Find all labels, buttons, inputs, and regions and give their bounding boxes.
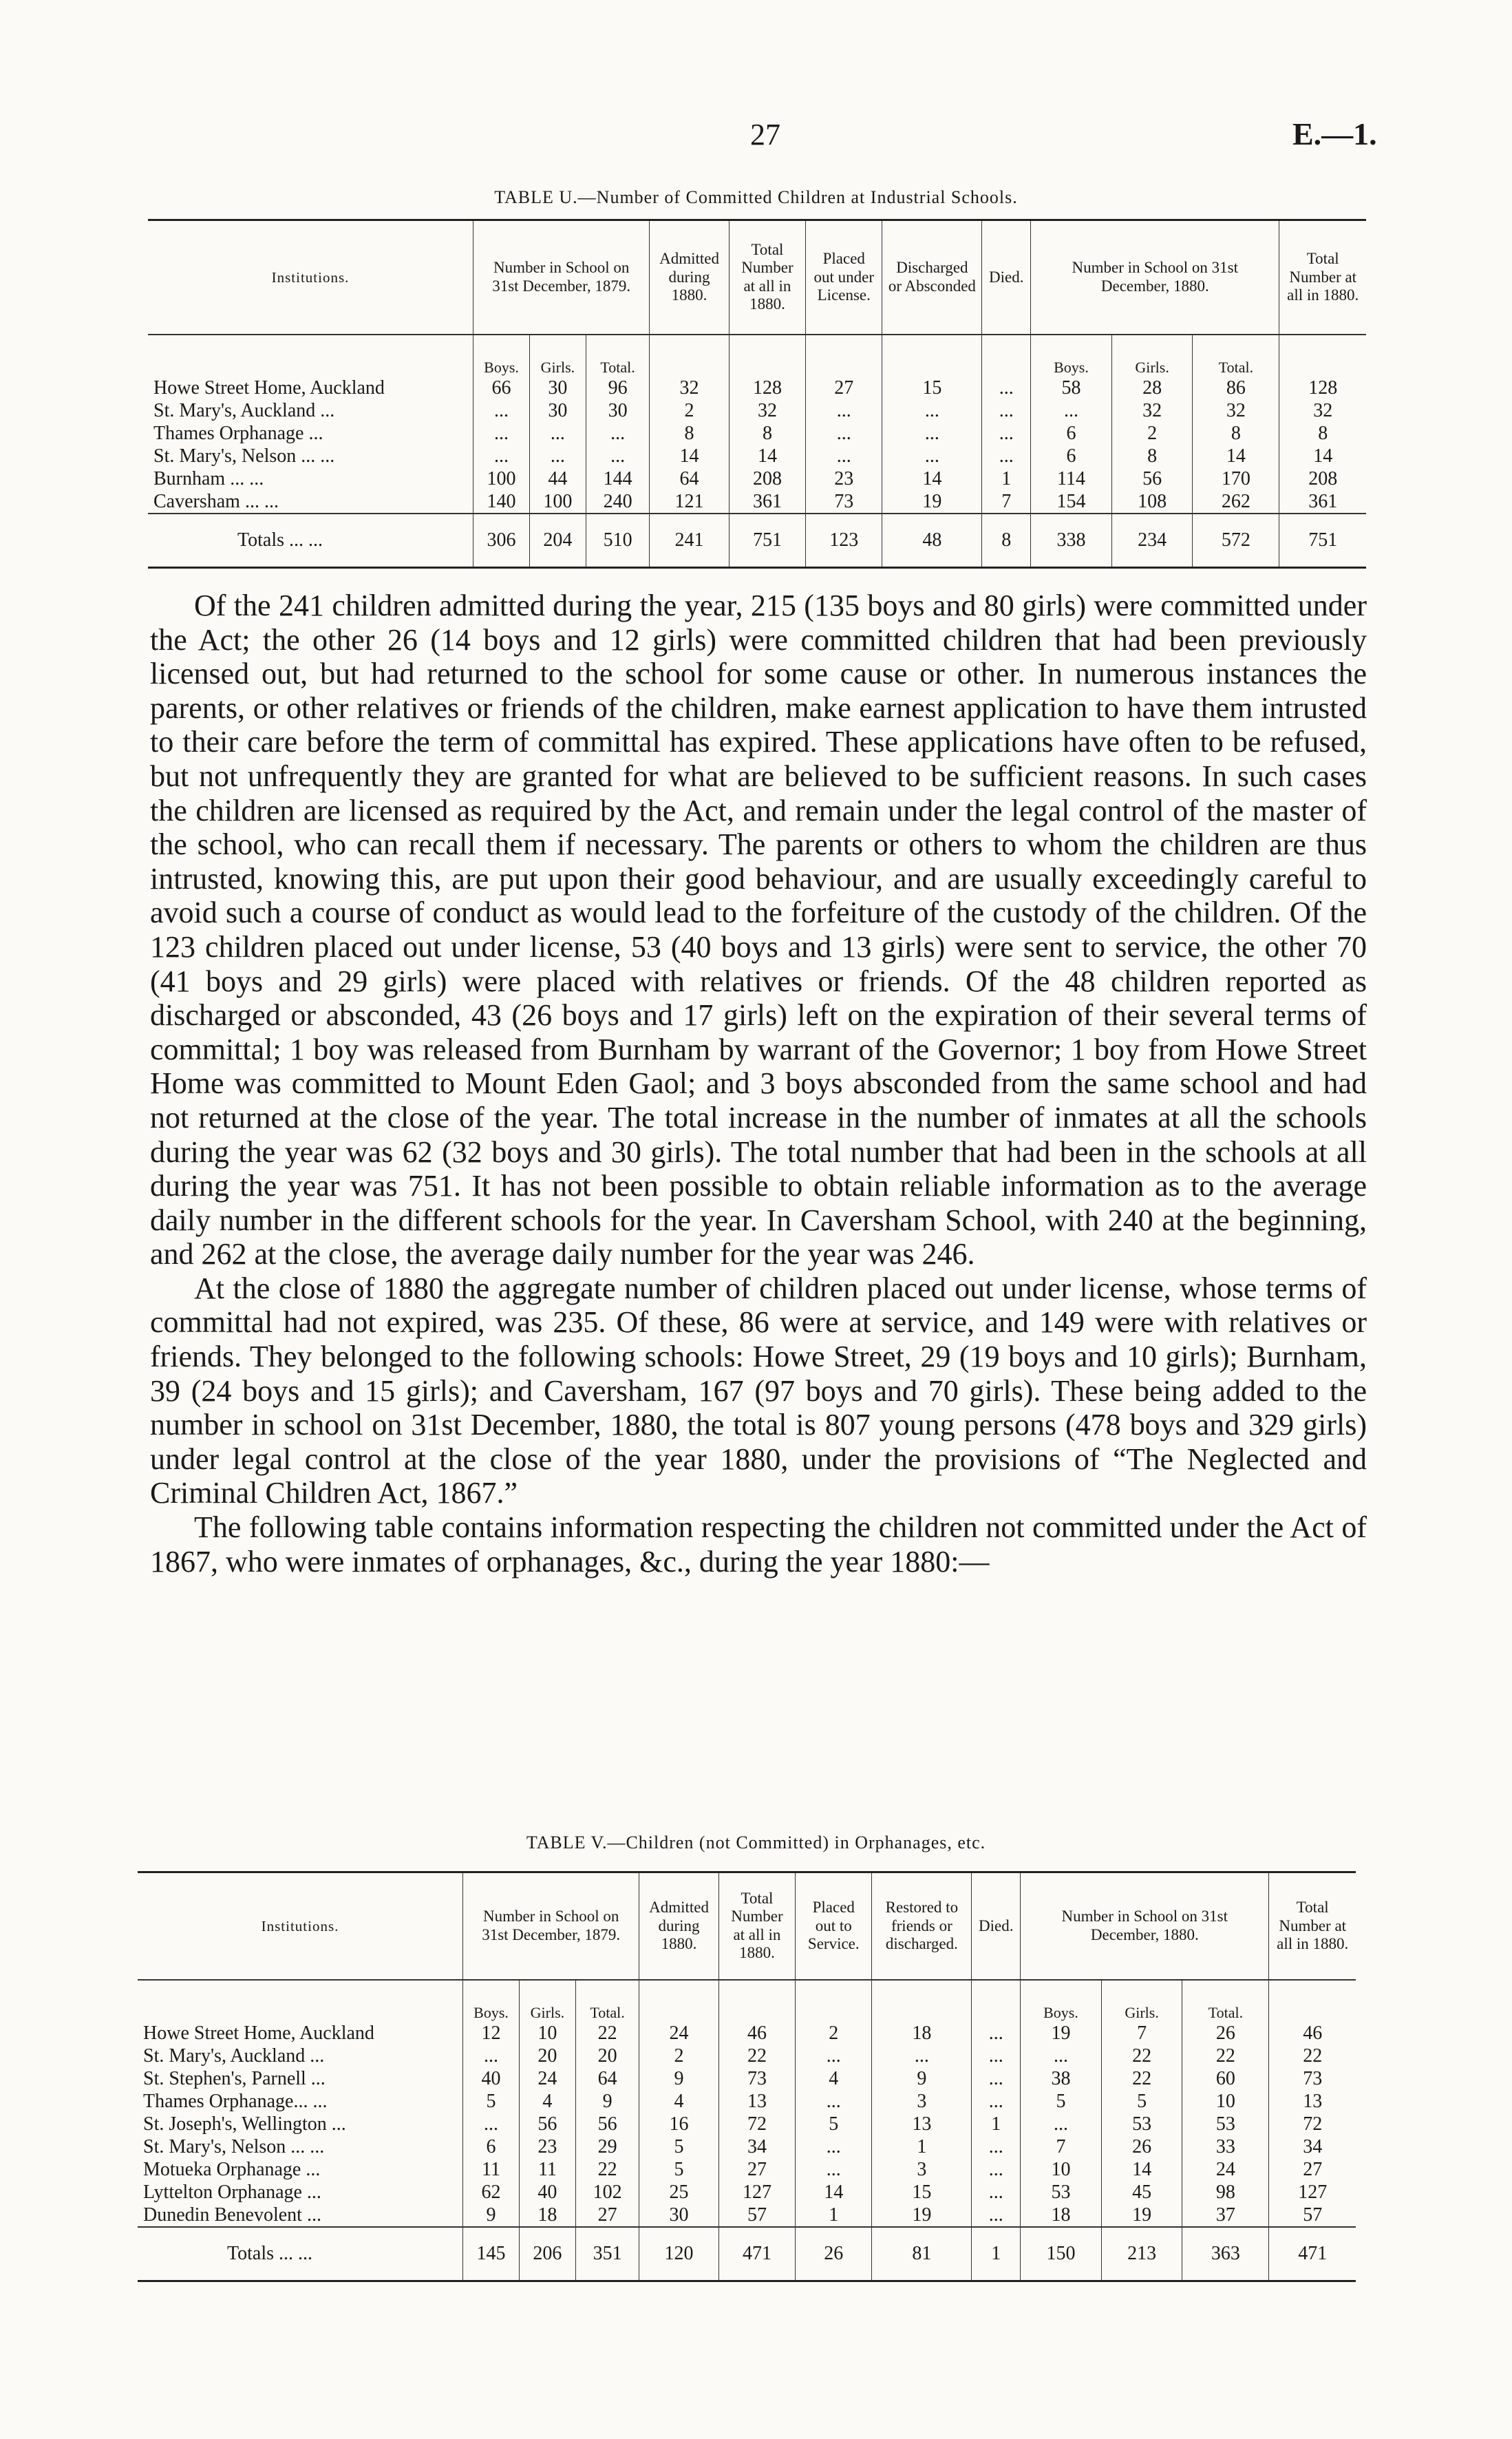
sub-boys: Boys. xyxy=(1031,335,1112,377)
total-cell: 26 xyxy=(796,2227,872,2281)
table-cell: 10 xyxy=(519,2022,575,2045)
table-cell: 19 xyxy=(1101,2204,1182,2227)
paragraph: At the close of 1880 the aggregate number of children placed out under license, whose terms of committal had not expired, was 235. Of these, 86 were at service, and 149 were with relatives or friends. They belonged to the following schools: Howe Street, 29 (19 boys and 10 girls); Burnham, 39 (24 boys and 15 girls); and Caversham, 167 (97 boys and 70 girls). These being added to the number in school on 31st December, 1880, the total is 807 young persons (478 boys and 329 girls) under legal control at the close of the year 1880, under the provisions of “The Neglected and Criminal Children Act, 1867.” xyxy=(150,1271,1367,1510)
total-cell: 751 xyxy=(1279,514,1366,568)
table-cell: 32 xyxy=(1111,399,1193,422)
table-cell: 6 xyxy=(463,2135,520,2158)
table-cell: 14 xyxy=(1101,2158,1182,2181)
series-code: E.—1. xyxy=(1292,116,1377,151)
table-cell: 1 xyxy=(796,2204,872,2227)
table-cell: 53 xyxy=(1021,2181,1102,2204)
table-cell: 18 xyxy=(1021,2204,1102,2227)
table-cell: 30 xyxy=(529,377,586,399)
totals-label: Totals ... ... xyxy=(138,2227,463,2281)
table-cell: 3 xyxy=(872,2090,972,2113)
table-cell: ... xyxy=(796,2158,872,2181)
col-num-1879: Number in School on 31st December, 1879. xyxy=(473,220,650,335)
table-cell: ... xyxy=(796,2090,872,2113)
table-cell: ... xyxy=(473,399,530,422)
table-cell: 24 xyxy=(1182,2158,1269,2181)
table-cell: 24 xyxy=(639,2022,719,2045)
body-text xyxy=(150,589,1367,1579)
table-row xyxy=(138,2204,1356,2227)
table-cell: 14 xyxy=(729,445,805,467)
table-cell: ... xyxy=(529,422,586,445)
table-cell: 66 xyxy=(473,377,530,399)
table-cell: ... xyxy=(1031,399,1112,422)
institution-name: St. Joseph's, Wellington ... xyxy=(143,2113,346,2135)
col-admitted: Admitted during 1880. xyxy=(639,1872,719,1980)
table-cell: 73 xyxy=(718,2067,795,2090)
table-cell: 96 xyxy=(586,377,649,399)
sub-total: Total. xyxy=(1182,1980,1269,2022)
table-cell: 262 xyxy=(1193,490,1279,514)
table-cell: 6 xyxy=(1031,445,1112,467)
institution-name: St. Mary's, Nelson ... ... xyxy=(143,2135,325,2157)
table-row xyxy=(138,2090,1356,2113)
table-cell: ... xyxy=(463,2113,520,2135)
col-died: Died. xyxy=(982,220,1031,335)
total-cell: 351 xyxy=(575,2227,639,2281)
table-cell: 108 xyxy=(1111,490,1193,514)
table-cell: 11 xyxy=(519,2158,575,2181)
table-cell: 53 xyxy=(1182,2113,1269,2135)
total-cell: 471 xyxy=(718,2227,795,2281)
table-cell: 22 xyxy=(1101,2067,1182,2090)
table-cell: 53 xyxy=(1101,2113,1182,2135)
table-cell: 98 xyxy=(1182,2181,1269,2204)
table-cell: 1 xyxy=(872,2135,972,2158)
table-cell: 40 xyxy=(519,2181,575,2204)
table-cell: 25 xyxy=(639,2181,719,2204)
institution-name: Dunedin Benevolent ... xyxy=(143,2204,321,2226)
table-cell: 5 xyxy=(639,2158,719,2181)
table-cell: 170 xyxy=(1193,467,1279,490)
table-cell: 2 xyxy=(796,2022,872,2045)
page-number: 27 xyxy=(750,118,780,151)
table-cell: 361 xyxy=(729,490,805,514)
table-cell: ... xyxy=(972,2135,1021,2158)
table-cell: 32 xyxy=(1193,399,1279,422)
total-cell: 120 xyxy=(639,2227,719,2281)
total-cell: 8 xyxy=(982,514,1031,568)
table-row xyxy=(148,399,1366,422)
table-cell: 144 xyxy=(586,467,649,490)
table-cell: 27 xyxy=(806,377,882,399)
table-cell: ... xyxy=(882,399,982,422)
table-row xyxy=(138,2113,1356,2135)
total-cell: 150 xyxy=(1021,2227,1102,2281)
table-row xyxy=(138,2022,1356,2045)
table-cell: 73 xyxy=(1269,2067,1356,2090)
table-cell: 20 xyxy=(575,2045,639,2067)
institution-name: Burnham ... ... xyxy=(153,467,264,489)
table-cell: ... xyxy=(982,377,1031,399)
table-cell: 46 xyxy=(1269,2022,1356,2045)
table-cell: ... xyxy=(463,2045,520,2067)
table-cell: 45 xyxy=(1101,2181,1182,2204)
institution-name: Thames Orphanage... ... xyxy=(143,2090,328,2112)
table-cell: 5 xyxy=(463,2090,520,2113)
table-cell: 208 xyxy=(1279,467,1366,490)
sub-girls: Girls. xyxy=(529,335,586,377)
table-cell: 5 xyxy=(639,2135,719,2158)
col-total-number: Total Number at all in 1880. xyxy=(1269,1872,1356,1980)
table-cell: ... xyxy=(806,445,882,467)
institution-name: Caversham ... ... xyxy=(153,490,279,512)
sub-girls: Girls. xyxy=(1101,1980,1182,2022)
total-cell: 1 xyxy=(972,2227,1021,2281)
table-cell: 19 xyxy=(882,490,982,514)
table-cell: 23 xyxy=(519,2135,575,2158)
table-cell: 22 xyxy=(1182,2045,1269,2067)
table-cell: 11 xyxy=(463,2158,520,2181)
totals-row xyxy=(138,2227,1356,2281)
table-cell: 15 xyxy=(872,2181,972,2204)
table-cell: 30 xyxy=(639,2204,719,2227)
table-cell: 14 xyxy=(650,445,730,467)
table-cell: ... xyxy=(982,445,1031,467)
col-num-1880: Number in School on 31st December, 1880. xyxy=(1021,1872,1269,1980)
table-cell: ... xyxy=(882,445,982,467)
table-cell: 40 xyxy=(463,2067,520,2090)
table-cell: 56 xyxy=(1111,467,1193,490)
total-cell: 751 xyxy=(729,514,805,568)
table-cell: 13 xyxy=(872,2113,972,2135)
table-cell: 5 xyxy=(796,2113,872,2135)
table-cell: 18 xyxy=(872,2022,972,2045)
table-cell: 128 xyxy=(729,377,805,399)
table-cell: 10 xyxy=(1182,2090,1269,2113)
table-cell: 26 xyxy=(1182,2022,1269,2045)
table-cell: 18 xyxy=(519,2204,575,2227)
table-cell: 9 xyxy=(639,2067,719,2090)
table-cell: ... xyxy=(982,422,1031,445)
table-cell: 8 xyxy=(1279,422,1366,445)
table-row xyxy=(138,2158,1356,2181)
table-cell: ... xyxy=(972,2045,1021,2067)
sub-boys: Boys. xyxy=(1021,1980,1102,2022)
table-cell: 208 xyxy=(729,467,805,490)
table-cell: 46 xyxy=(718,2022,795,2045)
table-row xyxy=(148,467,1366,490)
total-cell: 48 xyxy=(882,514,982,568)
table-cell: 26 xyxy=(1101,2135,1182,2158)
sub-total: Total. xyxy=(1193,335,1279,377)
table-cell: 22 xyxy=(718,2045,795,2067)
institution-name: Thames Orphanage ... xyxy=(153,422,323,444)
table-cell: 44 xyxy=(529,467,586,490)
table-cell: 32 xyxy=(650,377,730,399)
table-cell: 102 xyxy=(575,2181,639,2204)
table-row xyxy=(138,2045,1356,2067)
col-num-1880: Number in School on 31st December, 1880. xyxy=(1031,220,1279,335)
table-cell: ... xyxy=(586,445,649,467)
table-cell: ... xyxy=(473,445,530,467)
table-cell: 30 xyxy=(529,399,586,422)
table-cell: 86 xyxy=(1193,377,1279,399)
table-v-title: TABLE V.—Children (not Committed) in Orphanages, etc. xyxy=(526,1833,986,1852)
table-cell: 72 xyxy=(1269,2113,1356,2135)
table-cell: 38 xyxy=(1021,2067,1102,2090)
table-cell: 22 xyxy=(1269,2045,1356,2067)
total-cell: 363 xyxy=(1182,2227,1269,2281)
total-cell: 572 xyxy=(1193,514,1279,568)
table-cell: 58 xyxy=(1031,377,1112,399)
table-cell: 15 xyxy=(882,377,982,399)
table-v xyxy=(138,1871,1356,2282)
table-cell: 57 xyxy=(718,2204,795,2227)
col-restored: Restored to friends or discharged. xyxy=(872,1872,972,1980)
paragraph: Of the 241 children admitted during the year, 215 (135 boys and 80 girls) were committed under the Act; the other 26 (14 boys and 12 girls) were committed children that had been previously licensed out, but had returned to the school for some cause or other. In numerous instances the parents, or other relatives or friends of the children, make earnest application to have them intrusted to their care before the term of committal has expired. These applications have often to be refused, but not unfrequently they are granted for what are believed to be sufficient reasons. In such cases the children are licensed as required by the Act, and remain under the legal control of the master of the school, who can recall them if necessary. The parents or others to whom the children are thus intrusted, knowing this, are put upon their good behaviour, and are usually exceedingly careful to avoid such a course of conduct as would lead to the forfeiture of the custody of the children. Of the 123 children placed out under license, 53 (40 boys and 13 girls) were sent to service, the other 70 (41 boys and 29 girls) were placed with relatives or friends. Of the 48 children reported as discharged or absconded, 43 (26 boys and 17 girls) left on the expiration of their several terms of committal; 1 boy was released from Burnham by warrant of the Governor; 1 boy from Howe Street Home was committed to Mount Eden Gaol; and 3 boys absconded from the same school and had not returned at the close of the year. The total increase in the number of inmates at all the schools during the year was 62 (32 boys and 30 girls). The total number that had been in the schools at all during the year was 751. It has not been possible to obtain reliable information as to the average daily number in the different schools for the year. In Caversham School, with 240 at the beginning, and 262 at the close, the average daily number for the year was 246. xyxy=(150,589,1367,1271)
total-cell: 306 xyxy=(473,514,530,568)
table-cell: 5 xyxy=(1101,2090,1182,2113)
table-cell: 240 xyxy=(586,490,649,514)
table-cell: 3 xyxy=(872,2158,972,2181)
table-cell: 13 xyxy=(718,2090,795,2113)
table-cell: 128 xyxy=(1279,377,1366,399)
table-cell: 100 xyxy=(529,490,586,514)
table-cell: 37 xyxy=(1182,2204,1269,2227)
col-institutions: Institutions. xyxy=(148,220,473,335)
table-cell: 6 xyxy=(1031,422,1112,445)
table-cell: 9 xyxy=(872,2067,972,2090)
totals-row xyxy=(148,514,1366,568)
table-cell: 22 xyxy=(1101,2045,1182,2067)
table-cell: 2 xyxy=(639,2045,719,2067)
table-cell: ... xyxy=(972,2090,1021,2113)
table-cell: 60 xyxy=(1182,2067,1269,2090)
table-cell: 14 xyxy=(882,467,982,490)
table-cell: 56 xyxy=(519,2113,575,2135)
table-row xyxy=(148,490,1366,514)
table-cell: 9 xyxy=(463,2204,520,2227)
table-cell: 10 xyxy=(1021,2158,1102,2181)
table-cell: 73 xyxy=(806,490,882,514)
col-institutions: Institutions. xyxy=(138,1872,463,1980)
table-cell: 1 xyxy=(972,2113,1021,2135)
table-cell: 64 xyxy=(575,2067,639,2090)
sub-girls: Girls. xyxy=(519,1980,575,2022)
table-cell: ... xyxy=(972,2204,1021,2227)
total-cell: 510 xyxy=(586,514,649,568)
table-cell: ... xyxy=(882,422,982,445)
total-cell: 213 xyxy=(1101,2227,1182,2281)
sub-boys: Boys. xyxy=(463,1980,520,2022)
institution-name: St. Mary's, Auckland ... xyxy=(153,399,335,421)
table-cell: ... xyxy=(972,2022,1021,2045)
col-total-all: Total Number at all in 1880. xyxy=(729,220,805,335)
table-row xyxy=(148,445,1366,467)
col-num-1879: Number in School on 31st December, 1879. xyxy=(463,1872,639,1980)
col-total-all: Total Number at all in 1880. xyxy=(718,1872,795,1980)
table-cell: 13 xyxy=(1269,2090,1356,2113)
total-cell: 145 xyxy=(463,2227,520,2281)
table-cell: 2 xyxy=(650,399,730,422)
total-cell: 241 xyxy=(650,514,730,568)
table-cell: 4 xyxy=(796,2067,872,2090)
table-cell: 20 xyxy=(519,2045,575,2067)
sub-girls: Girls. xyxy=(1111,335,1193,377)
table-cell: 27 xyxy=(575,2204,639,2227)
col-discharged: Discharged or Absconded xyxy=(882,220,982,335)
total-cell: 471 xyxy=(1269,2227,1356,2281)
table-cell: 22 xyxy=(575,2158,639,2181)
table-cell: 361 xyxy=(1279,490,1366,514)
table-cell: 14 xyxy=(1279,445,1366,467)
table-cell: 154 xyxy=(1031,490,1112,514)
table-cell: ... xyxy=(806,422,882,445)
table-cell: 27 xyxy=(1269,2158,1356,2181)
table-cell: 7 xyxy=(1021,2135,1102,2158)
totals-label: Totals ... ... xyxy=(148,514,473,568)
total-cell: 123 xyxy=(806,514,882,568)
table-cell: 24 xyxy=(519,2067,575,2090)
table-cell: 127 xyxy=(1269,2181,1356,2204)
table-cell: 19 xyxy=(872,2204,972,2227)
table-cell: 27 xyxy=(718,2158,795,2181)
table-cell: 33 xyxy=(1182,2135,1269,2158)
table-cell: 4 xyxy=(639,2090,719,2113)
table-cell: 5 xyxy=(1021,2090,1102,2113)
institution-name: St. Mary's, Nelson ... ... xyxy=(153,445,335,467)
table-cell: 140 xyxy=(473,490,530,514)
table-cell: 29 xyxy=(575,2135,639,2158)
table-row xyxy=(148,422,1366,445)
table-cell: ... xyxy=(1021,2045,1102,2067)
total-cell: 81 xyxy=(872,2227,972,2281)
table-cell: 114 xyxy=(1031,467,1112,490)
table-row xyxy=(138,2067,1356,2090)
total-cell: 204 xyxy=(529,514,586,568)
institution-name: St. Stephen's, Parnell ... xyxy=(143,2067,326,2089)
table-cell: 7 xyxy=(1101,2022,1182,2045)
table-u xyxy=(148,219,1366,569)
table-cell: 8 xyxy=(1193,422,1279,445)
institution-name: Howe Street Home, Auckland xyxy=(153,377,385,399)
sub-boys: Boys. xyxy=(473,335,530,377)
table-cell: 9 xyxy=(575,2090,639,2113)
col-died: Died. xyxy=(972,1872,1021,1980)
total-cell: 206 xyxy=(519,2227,575,2281)
table-cell: 127 xyxy=(718,2181,795,2204)
table-cell: 100 xyxy=(473,467,530,490)
table-cell: 8 xyxy=(650,422,730,445)
table-cell: 64 xyxy=(650,467,730,490)
sub-total: Total. xyxy=(575,1980,639,2022)
col-placed: Placed out under License. xyxy=(806,220,882,335)
institution-name: Motueka Orphanage ... xyxy=(143,2158,321,2180)
table-cell: 30 xyxy=(586,399,649,422)
table-cell: ... xyxy=(806,399,882,422)
institution-name: Howe Street Home, Auckland xyxy=(143,2022,374,2044)
table-cell: 8 xyxy=(729,422,805,445)
table-cell: ... xyxy=(972,2158,1021,2181)
table-cell: 1 xyxy=(982,467,1031,490)
col-total-number: Total Number at all in 1880. xyxy=(1279,220,1366,335)
table-cell: 8 xyxy=(1111,445,1193,467)
table-cell: 2 xyxy=(1111,422,1193,445)
paragraph: The following table contains information respecting the children not committed under the Act of 1867, who were inmates of orphanages, &c., during the year 1880:— xyxy=(150,1510,1367,1579)
table-row xyxy=(148,377,1366,399)
table-u-title: TABLE U.—Number of Committed Children at Industrial Schools. xyxy=(494,187,1018,207)
institution-name: Lyttelton Orphanage ... xyxy=(143,2181,321,2203)
table-cell: ... xyxy=(972,2067,1021,2090)
table-cell: 72 xyxy=(718,2113,795,2135)
table-cell: ... xyxy=(796,2135,872,2158)
sub-total: Total. xyxy=(586,335,649,377)
table-cell: ... xyxy=(529,445,586,467)
table-cell: 7 xyxy=(982,490,1031,514)
table-cell: 4 xyxy=(519,2090,575,2113)
table-cell: 34 xyxy=(718,2135,795,2158)
table-cell: ... xyxy=(982,399,1031,422)
table-row xyxy=(138,2135,1356,2158)
table-cell: 14 xyxy=(796,2181,872,2204)
table-cell: ... xyxy=(473,422,530,445)
table-cell: 23 xyxy=(806,467,882,490)
table-cell: ... xyxy=(586,422,649,445)
table-cell: 28 xyxy=(1111,377,1193,399)
table-cell: 56 xyxy=(575,2113,639,2135)
col-placed: Placed out to Service. xyxy=(796,1872,872,1980)
table-cell: 34 xyxy=(1269,2135,1356,2158)
table-cell: 121 xyxy=(650,490,730,514)
table-cell: ... xyxy=(872,2045,972,2067)
total-cell: 234 xyxy=(1111,514,1193,568)
table-cell: ... xyxy=(796,2045,872,2067)
total-cell: 338 xyxy=(1031,514,1112,568)
table-cell: ... xyxy=(1021,2113,1102,2135)
col-admitted: Admitted during 1880. xyxy=(650,220,730,335)
table-cell: 62 xyxy=(463,2181,520,2204)
table-cell: 12 xyxy=(463,2022,520,2045)
table-cell: 57 xyxy=(1269,2204,1356,2227)
table-cell: 32 xyxy=(1279,399,1366,422)
table-cell: 32 xyxy=(729,399,805,422)
table-cell: 19 xyxy=(1021,2022,1102,2045)
institution-name: St. Mary's, Auckland ... xyxy=(143,2045,325,2067)
table-cell: 16 xyxy=(639,2113,719,2135)
table-row xyxy=(138,2181,1356,2204)
table-cell: 14 xyxy=(1193,445,1279,467)
table-cell: ... xyxy=(972,2181,1021,2204)
table-cell: 22 xyxy=(575,2022,639,2045)
